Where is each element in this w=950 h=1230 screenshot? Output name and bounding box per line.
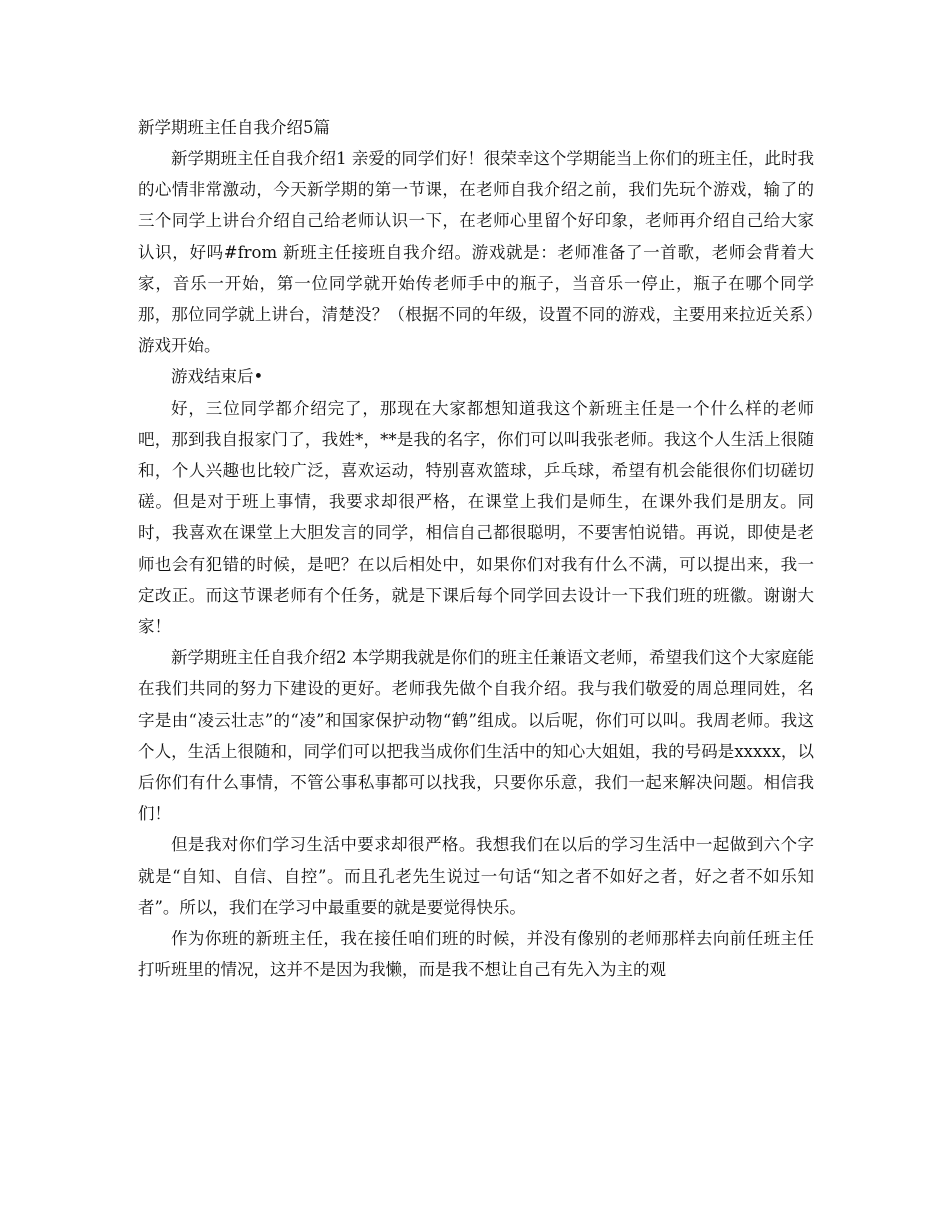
paragraph-2: 游戏结束后• <box>171 367 264 387</box>
paragraph-6: 作为你班的新班主任，我在接任咱们班的时候，并没有像别的老师那样去向前任班主任打听班里的情况，这并不是因为我懒，而是我不想让自己有先入为主的观 <box>138 929 814 980</box>
document-page <box>138 113 814 985</box>
paragraph-1: 新学期班主任自我介绍1 亲爱的同学们好！很荣幸这个学期能当上你们的班主任，此时我的心情非常激动，今天新学期的第一节课，在老师自我介绍之前，我们先玩个游戏，输了的三个同学上讲台介绍自己给老师认识一下，在老师心里留个好印象，老师再介绍自己给大家认识，好吗#from 新班主任接班自我介绍。游戏就是：老师准备了一首歌，老师会背着大家，音乐一开始，第一位同学就开始传老师手中的瓶子，当音乐一停止，瓶子在哪个同学那，那位同学就上讲台，清楚没？（根据不同的年级，设置不同的游戏，主要用来拉近关系）游戏开始。 <box>138 149 814 356</box>
document-title: 新学期班主任自我介绍5篇 <box>138 118 330 137</box>
paragraph-3: 好，三位同学都介绍完了，那现在大家都想知道我这个新班主任是一个什么样的老师吧，那到我自报家门了，我姓*，**是我的名字，你们可以叫我张老师。我这个人生活上很随和，个人兴趣也比较广泛，喜欢运动，特别喜欢篮球，乒乓球，希望有机会能很你们切磋切磋。但是对于班上事情，我要求却很严格，在课堂上我们是师生，在课外我们是朋友。同时，我喜欢在课堂上大胆发言的同学，相信自己都很聪明，不要害怕说错。再说，即使是老师也会有犯错的时候，是吧？在以后相处中，如果你们对我有什么不满，可以提出来，我一定改正。而这节课老师有个任务，就是下课后每个同学回去设计一下我们班的班徽。谢谢大家！ <box>138 398 814 637</box>
paragraph-5: 但是我对你们学习生活中要求却很严格。我想我们在以后的学习生活中一起做到六个字就是“自知、自信、自控”。而且孔老先生说过一句话“知之者不如好之者，好之者不如乐知者”。所以，我们在学习中最重要的就是要觉得快乐。 <box>138 835 814 917</box>
paragraph-4: 新学期班主任自我介绍2 本学期我就是你们的班主任兼语文老师，希望我们这个大家庭能在我们共同的努力下建设的更好。老师我先做个自我介绍。我与我们敬爱的周总理同姓，名字是由“凌云壮志”的“凌”和国家保护动物“鹤”组成。以后呢，你们可以叫。我周老师。我这个人，生活上很随和，同学们可以把我当成你们生活中的知心大姐姐，我的号码是xxxxx，以后你们有什么事情，不管公事私事都可以找我，只要你乐意，我们一起来解决问题。相信我们！ <box>138 648 814 824</box>
